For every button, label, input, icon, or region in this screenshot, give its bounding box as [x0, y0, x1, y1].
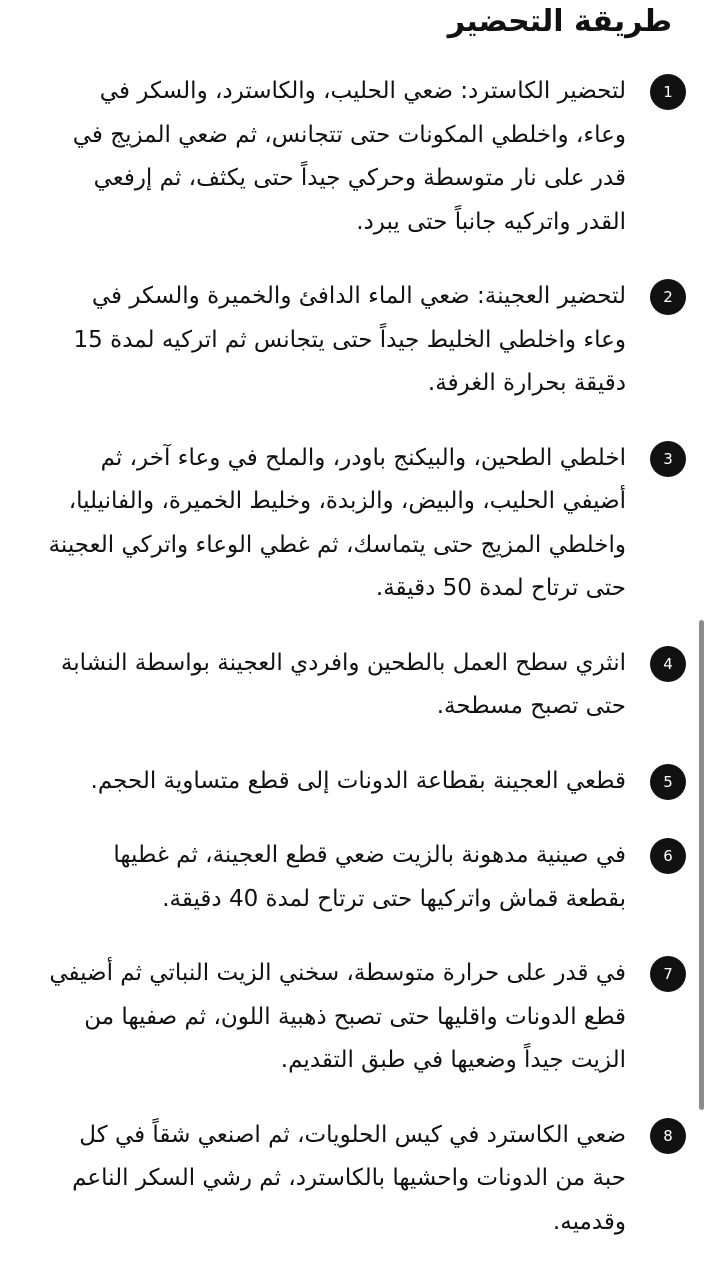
step-number-badge: 1 — [650, 74, 686, 110]
step-number-badge: 2 — [650, 279, 686, 315]
step-text: اخلطي الطحين، والبيكنج باودر، والملح في وعاء آخر، ثم أضيفي الحليب، والبيض، والزبدة، وخليط الخميرة، والفانيليا، واخلطي المزيج حتى يتماسك، ثم غطي الوعاء واتركي العجينة حتى ترتاح لمدة 50 دقيقة. — [48, 444, 626, 601]
list-item — [46, 1114, 686, 1245]
list-item — [46, 70, 686, 244]
vertical-scrollbar[interactable] — [698, 620, 704, 1110]
step-number-badge: 6 — [650, 838, 686, 874]
list-item — [46, 275, 686, 406]
step-text: في قدر على حرارة متوسطة، سخني الزيت النباتي ثم أضيفي قطع الدونات واقليها حتى تصبح ذهبية اللون، ثم صفيها من الزيت جيداً وضعيها في طبق التقديم. — [49, 960, 626, 1073]
section-title: طريقة التحضير — [447, 4, 672, 39]
list-item — [46, 760, 686, 804]
list-item — [46, 437, 686, 611]
step-text: في صينية مدهونة بالزيت ضعي قطع العجينة، ثم غطيها بقطعة قماش واتركيها حتى ترتاح لمدة 40 دقيقة. — [113, 842, 626, 912]
list-item — [46, 834, 686, 921]
step-text: لتحضير الكاسترد: ضعي الحليب، والكاسترد، والسكر في وعاء، واخلطي المكونات حتى تتجانس، ثم ضعي المزيج في قدر على نار متوسطة وحركي جيداً حتى يكثف، ثم إرفعي القدر واتركيه جانباً حتى يبرد. — [72, 78, 626, 235]
preparation-steps-list — [46, 70, 686, 1275]
step-text: لتحضير العجينة: ضعي الماء الدافئ والخميرة والسكر في وعاء واخلطي الخليط جيداً حتى يتجانس ثم اتركيه لمدة 15 دقيقة بحرارة الغرفة. — [73, 283, 626, 396]
step-text: قطعي العجينة بقطاعة الدونات إلى قطع متساوية الحجم. — [90, 767, 626, 794]
list-item — [46, 952, 686, 1083]
step-number-badge: 4 — [650, 646, 686, 682]
step-number-badge: 5 — [650, 764, 686, 800]
scrollbar-thumb[interactable] — [699, 620, 704, 1110]
step-text: ضعي الكاسترد في كيس الحلويات، ثم اصنعي شقاً في كل حبة من الدونات واحشيها بالكاسترد، ثم رشي السكر الناعم وقدميه. — [72, 1121, 626, 1235]
step-number-badge: 8 — [650, 1118, 686, 1154]
step-number-badge: 7 — [650, 956, 686, 992]
step-text: انثري سطح العمل بالطحين وافردي العجينة بواسطة النشابة حتى تصبح مسطحة. — [60, 649, 626, 719]
step-number-badge: 3 — [650, 441, 686, 477]
list-item — [46, 642, 686, 729]
